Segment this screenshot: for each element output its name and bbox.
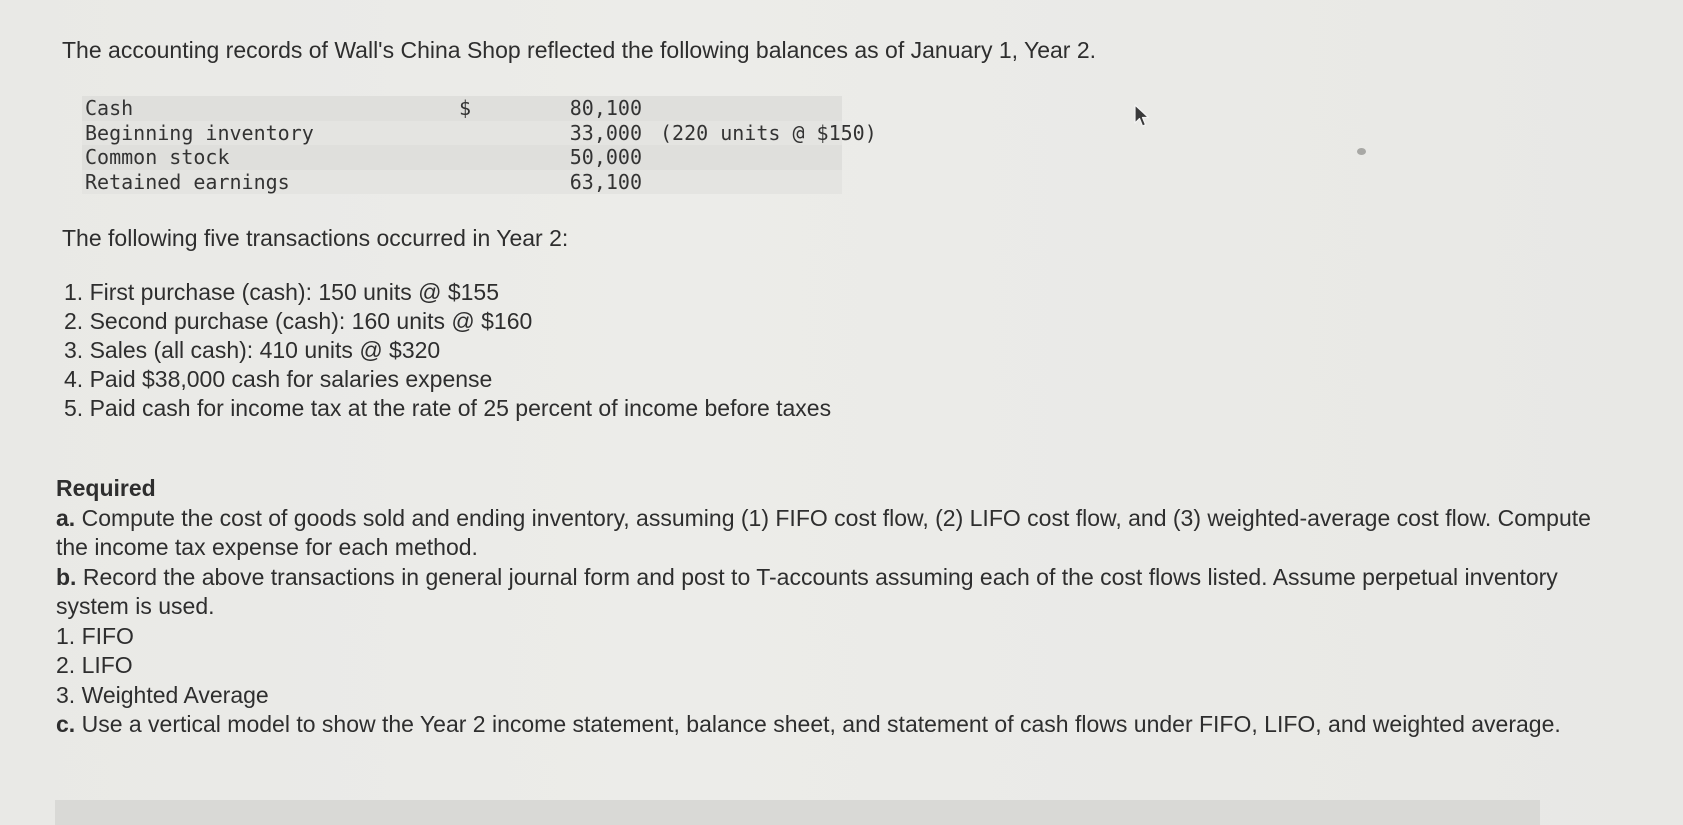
balance-row-cash	[82, 96, 842, 121]
transactions-list	[64, 278, 831, 423]
answer-area-bar	[55, 800, 1540, 825]
requirement-b-item-weighted-average: 3. Weighted Average	[56, 681, 269, 708]
requirement-a	[56, 504, 1616, 563]
list-item: 2. Second purchase (cash): 160 units @ $160	[64, 308, 533, 334]
mouse-pointer-icon	[1133, 104, 1151, 128]
opening-balances-table	[82, 96, 877, 194]
account-name: Retained earnings	[85, 169, 290, 194]
account-name: Beginning inventory	[85, 120, 314, 145]
requirement-b	[56, 563, 1616, 622]
requirement-b-item-fifo: 1. FIFO	[56, 622, 134, 649]
requirement-a-text: Compute the cost of goods sold and ending inventory, assuming (1) FIFO cost flow, (2) LIFO cost flow, and (3) weighted-average cost flow. Compute the income tax expense for each method.	[56, 504, 1591, 560]
account-amount: 63,100	[569, 169, 642, 194]
account-name: Cash	[85, 96, 134, 120]
requirement-b-label: b.	[56, 563, 77, 590]
list-item: 1. First purchase (cash): 150 units @ $155	[64, 279, 500, 305]
requirement-b-text: Record the above transactions in general journal form and post to T-accounts assuming each of the cost flows listed. Assume perpetual inventory system is used.	[56, 563, 1558, 619]
account-name: Common stock	[85, 145, 230, 169]
requirement-c	[56, 710, 1616, 740]
list-item: 5. Paid cash for income tax at the rate of 25 percent of income before taxes	[64, 395, 832, 421]
list-item: 4. Paid $38,000 cash for salaries expense	[64, 366, 493, 392]
intro-text: The accounting records of Wall's China Shop reflected the following balances as of January 1, Year 2.	[62, 37, 1097, 63]
account-amount: 50,000	[569, 145, 642, 169]
required-section	[56, 474, 1616, 740]
requirement-c-label: c.	[56, 711, 76, 737]
balance-row-retained-earnings	[82, 170, 842, 195]
account-amount: 33,000	[569, 120, 642, 145]
list-item: 3. Sales (all cash): 410 units @ $320	[64, 337, 441, 363]
requirement-c-text: Use a vertical model to show the Year 2 income statement, balance sheet, and statement of cash flows under FIFO, LIFO, and weighted average.	[75, 711, 1561, 737]
account-note: (220 units @ $150)	[660, 120, 877, 145]
dollar-sign: $	[459, 96, 472, 120]
balance-row-common-stock	[82, 145, 842, 170]
requirement-a-label: a.	[56, 504, 76, 531]
requirement-b-item-lifo: 2. LIFO	[56, 652, 133, 678]
transactions-heading: The following five transactions occurred in Year 2:	[62, 225, 569, 251]
required-heading: Required	[56, 475, 156, 501]
smudge-dot	[1357, 148, 1366, 155]
account-amount: 80,100	[569, 96, 642, 120]
balance-row-beginning-inventory	[82, 120, 877, 146]
